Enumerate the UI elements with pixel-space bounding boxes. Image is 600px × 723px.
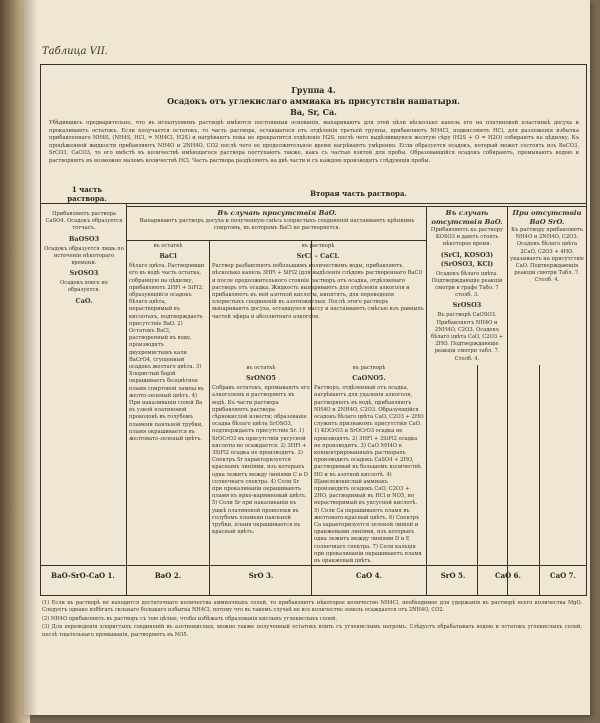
column-divider [209, 240, 210, 595]
footnote: (2) NH4O прибавляютъ въ растворъ съ тою цѣлью, чтобы избѣжать образованія кислыхъ углекислыхъ солей. [42, 615, 338, 622]
sub-a-label: въ остаткѣ [153, 243, 183, 249]
col3-formula: (SrCl, KOSO3) (SrOSO3, KCl) [440, 250, 494, 268]
first-part-column [44, 211, 124, 561]
col4-text: Къ раствору прибавляютъ NH4O и 2NH4O, C2O3. Осадокъ бѣлаго цвѣта 2CaO, C2O3 + 4HO. указываетъ на присутствіе CaO. Подтверждающія реакціи смотри Табл. 7. Столб. 4. [510, 227, 584, 284]
sub-a-formula: BaCl [159, 252, 177, 261]
sub-a-text: бѣлаго цвѣта. Растворивши его въ водѣ часть остатка, собранную на цѣдилку, прибавляютъ 2HFl + SiFl2; образующійся осадокъ бѣлаго цвѣта, нерастворимый въ кислотахъ, подтверждаетъ присутствіе BaO. 2) Остатокъ BaCl, растворенный въ воде, производятъ двухромистымъ кали BaCrO4, сгущенный осадокъ желтаго цвѣта. 3) Хлористый барій окрашиваетъ безцвѣтное пламя спиртовой лампы въ желто-зеленый цвѣтъ. 4) При накаливаніи солей Ba въ узкой платиновой проволокѣ въ голубомъ пламени паяльной трубки, пламя окрашивается въ желтовато-зеленый цвѣтъ. [129, 263, 205, 443]
bottom-label: CaO 6. [495, 571, 521, 580]
column-divider [507, 206, 508, 595]
table-label: Таблица VII. [42, 46, 108, 57]
bao-absent-column [429, 209, 505, 561]
sronO5-residue-column [212, 365, 310, 561]
footnote: (3) Для переведенія хлористыхъ соединеній въ азотнокислыя, можно также полученный остатокъ влить съ углекислымъ натромъ. Слѣдуетъ обрабатывать водою и остатокъ углекислыхъ солей, послѣ тщательнаго промыванія, растворяютъ въ NO5. [42, 624, 582, 638]
col1-formula-cao: CaO. [75, 296, 93, 305]
divider-line [126, 240, 426, 241]
col1-formula-srso3: SrOSO3 [69, 269, 99, 278]
col3-head: Въ случаѣ отсутствія BaO. [431, 209, 503, 226]
bao-present-header [131, 209, 423, 239]
bottom-label: SrO 5. [440, 571, 466, 580]
bao-sro-absent-column [510, 209, 584, 561]
sub-b-text: Раствор разбавляютъ небольшимъ количествомъ воды, прибавляютъ нѣсколько капель 3HFl + SiFl2 (для выдѣленія слѣдовъ раствореннаго BaCl) и после продолжительного стоянія растворъ отъ осадка, отдѣляемаго растворъ отъ осадка. Жидкость выпариваютъ для отдѣленія алкоголя и прибавляютъ къ ней азотной кислоты, кипятятъ, для переведенія хлористыхъ соединеній въ азотнокислыя. Послѣ этого растворъ выпариваютъ досуха, оставшуюся массу и настаиваютъ смѣсью изъ равныхъ частей эфира и абсолютнаго алкоголя. [212, 263, 424, 320]
bottom-label: CaO 4. [356, 571, 382, 580]
sub-b-label: въ растворѣ [301, 243, 335, 249]
part2-label: Вторая часть раствора. [310, 189, 407, 198]
col3-formula2: SrOSO3 [452, 301, 482, 310]
sub-c-text: Собравъ остатокъ, промываютъ его алкоголемъ и растворяютъ въ водѣ. Къ части раствора прибавляютъ раствора сѣрнокислой извести; образованіе осадка бѣлаго цвѣта SrOSO3, подтверждаетъ присутствіе Sr. 1) SrOCrO3 въ присутствіи уксусной кислоты не осаждается. 2) 3HFl + 3SiFl2 осадка не производитъ. 3) Спектръ Sr характеризуется краснымъ линіями, изъ которыхъ одна лежитъ между линіями C и D солнечнаго спектра. 4) Соли Sr при прокаливаніи окрашиваютъ пламя въ ярко-карминовый цвѣтъ. 5) Соли Sr при накаливаніи въ ушкѣ платиновой проволоки въ голубомъ пламени паяльной трубки, пламя окрашивается въ красный цвѣтъ. [212, 385, 310, 536]
col2-text: Выпариваютъ растворъ досуха и полученную смѣсь хлористыхъ соединеній настаиваютъ крѣпкимъ спиртомъ, въ которомъ BaCl не растворяется. [139, 218, 415, 232]
sub-b-formula: SrCl – CaCl. [296, 252, 340, 261]
bacl-residue-column [129, 243, 207, 561]
col1-head-text: Прибавляютъ раствора CaSO4. Осадокъ образуется тотчасъ. [45, 211, 123, 232]
bottom-label: BaO 2. [154, 571, 182, 580]
group-elements: Ba, Sr, Ca. [290, 107, 337, 117]
srcl-cacl-solution [212, 243, 424, 363]
bottom-label: BaO-SrO-CaO 1. [51, 571, 115, 580]
table-frame [40, 64, 587, 596]
caono5-solution-column [314, 365, 424, 565]
bottom-label: CaO 7. [550, 571, 576, 580]
footnote: (1) Если въ растворѣ не находится достаточнаго количества аммиачныхъ солей, то прибавляютъ нѣкоторое количество NH4Cl, необходимое для удержанія въ растворѣ всего количества MgO. Следуетъ однако избѣгать сильнаго большаго избытка NH4Cl, потому что въ такомъ случаѣ не все количество земель осаждается отъ 2NH4O, CO2. [42, 600, 582, 614]
sub-c-formula: SrONO5 [246, 374, 276, 383]
col4-head: При отсутствіи BaO SrO. [512, 209, 582, 226]
col3-text3: Въ растворѣ CaOSO3. Прибавляютъ NH4O и 2NH4O, C2O3. Осадокъ бѣлаго цвѣта CaO, C2O3 + 2HO. Подтверждающіе реакціи смотри табл. 7. Столб. 4. [430, 312, 504, 362]
bottom-label: SrO 3. [248, 571, 274, 580]
col2-head: Въ случаѣ присутствія BaO. [217, 209, 337, 217]
footnotes [42, 600, 582, 640]
intro-paragraph: Убѣдившись предварительно, что въ испытуемомъ растворѣ имѣются постоянныя основанія, выпариваютъ для этой цѣли нѣсколько капель его на платиновой пластинкѣ досуха и прокаливаютъ остатокъ. Если получается остатокъ, то часть раствора, оставшагося отъ отдѣленія третьей группы, прибавляютъ NH4Cl, подкисляютъ HCl, для разложенія избытка прибавленнаго NH4S, (NH4S, HCl, = NH4Cl, H2S) и нагрѣваютъ пока не прекратится отдѣленіе H2S, послѣ чего выдѣлившуюся желтую сѣру (H2S + O = H2O) собираютъ на цѣдилку. Къ процѣженной жидкости прибавляютъ NH4O и 2NH4O, CO2 послѣ чего ее продолжительное время нагрѣваютъ умѣренно. Если образуется осадокъ, который может состоять изъ BaCO3, SrCO3, CaCO3, то его вмѣстѣ въ количествѣ имѣющагося раствора поступаютъ также, какъ съ частью взятой для пробы. Образовавшійся осадокъ собираютъ, промываютъ водою и растворяютъ въ возможно маломъ количествѣ HCl. Часть раствора раздѣляютъ на двѣ части и съ каждою производятъ слѣдующія пробы. [49, 120, 579, 164]
divider-line [126, 206, 586, 207]
column-divider [126, 203, 127, 595]
col3-text2: Осадокъ бѣлаго цвѣта. Подтверждающіе реакціи смотри в графе Табл. 7 столб. 3. [431, 270, 503, 299]
part1-label: 1 часть раствора. [67, 185, 107, 203]
col1-text3: Осадокъ вовсе не образуется. [60, 280, 108, 294]
group-title: Группа 4. [291, 85, 336, 95]
sub-d-label: въ растворѣ [352, 365, 386, 371]
group-subtitle: Осадокъ отъ углекислаго аммиака въ присутствіи нашатыря. [167, 96, 460, 106]
col1-formula-baso3: BaOSO3 [68, 234, 100, 243]
sub-d-text: Растворъ, отдѣленный отъ осадка, нагрѣваютъ для удаленія алкоголя, растворяютъ въ водѣ, прибавляютъ NH4O и 2NH4O, C2O3. Образующійся осадокъ бѣлаго цвѣта CaO, C2O3 + 2HO служитъ признакомъ присутствія CaO. 1) KOCrO3 и SrOCrO3 осадка не производятъ. 2) 3HFl + 3SiFl2 осадка не производитъ. 3) CaO NH4O в концентрированныхъ растворахъ производитъ осадокъ CaSO4 + 2HO, растворимый въ большомъ количествѣ HO и въ азотной кислотѣ. 4) Щавелевокислый аммиакъ производитъ осадокъ CaO, C2O3 + 2HO, растворимый въ HCl и NO5, но нерастворимый въ уксусной кислотѣ. 5) Соли Ca окрашиваютъ пламя въ желтовато-красный цвѣтъ. 6) Спектръ Ca характеризуется зеленой линіей и оранжевыми линіями, изъ которыхъ одна лежитъ между линіями D и E солнечнаго спектра. 7) Соли кальція при прокаливаніи окрашиваютъ пламя въ оранжевый цвѣтъ. [314, 385, 424, 565]
col1-text2: Осадокъ образуется лишь по истеченіи нѣкотораго времени. [44, 245, 124, 267]
col3-text: Прибавляютъ къ раствору KOSO3 и даютъ стоять нѣкоторое время. [430, 227, 504, 248]
sub-c-label: въ остаткѣ [246, 365, 276, 371]
divider-line [41, 203, 586, 204]
sub-d-formula: CaONO5. [352, 374, 386, 383]
column-divider [426, 206, 427, 595]
